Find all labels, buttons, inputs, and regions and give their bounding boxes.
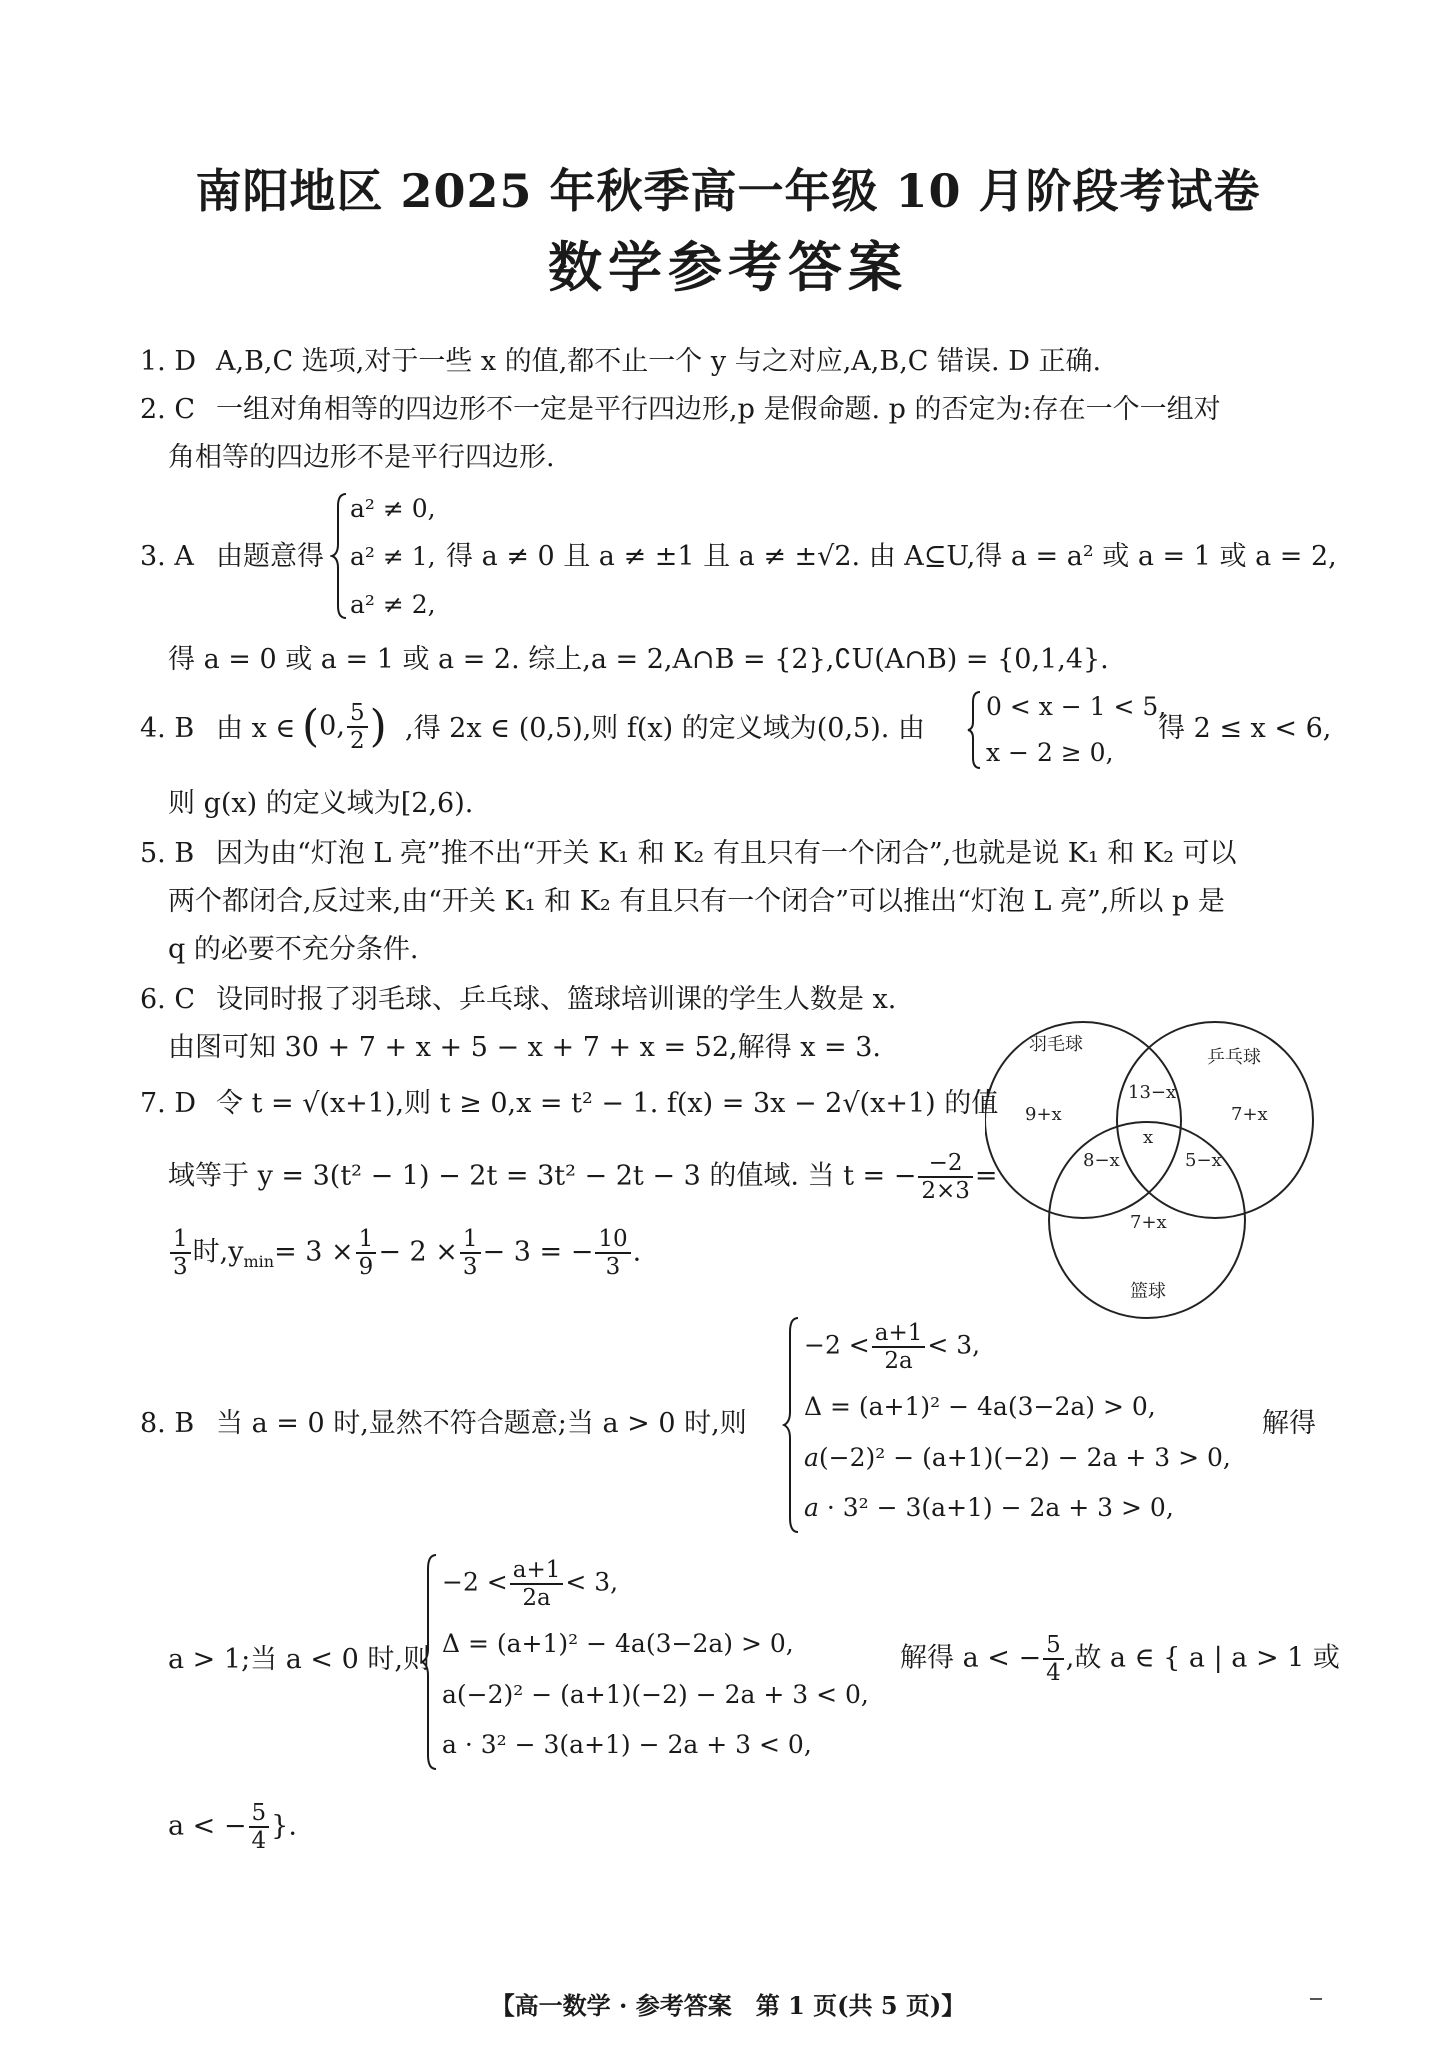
interval: (0, $\frac{5}{2}$ )	[302, 700, 387, 754]
venn-set-c: 篮球	[1130, 1281, 1166, 1302]
system-row: Δ = (a+1)² − 4a(3−2a) > 0,	[442, 1629, 794, 1658]
answer-7-line3: $\frac{1}{3}$ 时$,y_{min}= 3$ × $\frac{1}{9}$ − 2 × $\frac{1}{3}$ − 3 = − $\frac{10}{3}$ .	[168, 1226, 641, 1280]
answer-text: 由题意得	[216, 541, 324, 572]
answer-5-cont: q 的必要不充分条件.	[168, 934, 419, 965]
venn-only-a: 9+x	[1025, 1104, 1062, 1125]
page-subtitle: 数学参考答案	[548, 235, 908, 299]
system-row: a · 3² − 3(a+1) − 2a + 3 > 0,	[804, 1493, 1174, 1522]
condition-3: a² ≠ 2,	[350, 590, 436, 619]
page-title: 南阳地区 2025 年秋季高一年级 10 月阶段考试卷	[195, 164, 1261, 218]
answer-label: 3. A	[140, 541, 194, 572]
answer-7-line2: 域等于 y = 3(t² − 1) − 2t = 3t² − 2t − 3 的值域. 当 t = − $\frac{-2}{2\times 3}$ =	[168, 1150, 998, 1204]
left-brace	[330, 492, 350, 620]
answer-4-result: 得 2 ≤ x < 6,	[1158, 713, 1332, 744]
left-brace	[420, 1553, 440, 1771]
answer-8-end: a < − $\frac{5}{4}$ }.	[168, 1800, 297, 1854]
system-row: −2 < $\frac{a+1}{2a}$ < 3,	[442, 1557, 619, 1611]
answer-label: 8. B	[140, 1408, 195, 1439]
answer-6	[140, 983, 896, 1017]
answer-8-solve: 解得	[1262, 1408, 1316, 1439]
answer-3-result: 得 a ≠ 0 且 a ≠ ±1 且 a ≠ ±√2. 由 A⊆U,得 a = a² 或 a = 1 或 a = 2,	[446, 541, 1337, 572]
answer-8-solve: 解得 a < − $\frac{5}{4}$ ,故 a ∈ { a | a > 1 或	[900, 1632, 1340, 1686]
answer-label: 6. C	[140, 984, 196, 1015]
answer-8-mid: a > 1;当 a < 0 时,则	[168, 1644, 430, 1675]
venn-bc: 5−x	[1185, 1150, 1222, 1171]
left-brace	[966, 690, 984, 770]
condition-2: x − 2 ≥ 0,	[986, 738, 1114, 767]
answer-text: 设同时报了羽毛球、乒乓球、篮球培训课的学生人数是 x.	[216, 984, 897, 1015]
answer-3-cont: 得 a = 0 或 a = 1 或 a = 2. 综上,a = 2,A∩B = {2},∁U(A∩B) = {0,1,4}.	[168, 644, 1109, 675]
answer-2	[140, 393, 1221, 427]
answer-label: 2. C	[140, 394, 196, 425]
system-row: Δ = (a+1)² − 4a(3−2a) > 0,	[804, 1392, 1156, 1421]
system-row: a(−2)² − (a+1)(−2) − 2a + 3 < 0,	[442, 1680, 869, 1709]
venn-only-b: 7+x	[1231, 1104, 1268, 1125]
system-row: a · 3² − 3(a+1) − 2a + 3 < 0,	[442, 1730, 812, 1759]
answer-text: 令 t = √(x+1),则 t ≥ 0,x = t² − 1. f(x) = 3x − 2√(x+1) 的值	[216, 1088, 999, 1119]
answer-label: 7. D	[140, 1088, 196, 1119]
venn-ab: 13−x	[1128, 1082, 1177, 1103]
condition-1: 0 < x − 1 < 5,	[986, 692, 1167, 721]
page-footer: 【高一数学 · 参考答案 第 1 页(共 5 页)】	[490, 1991, 966, 2020]
venn-set-a: 羽毛球	[1029, 1034, 1083, 1055]
answer-4	[140, 712, 295, 746]
left-brace	[782, 1316, 802, 1534]
venn-diagram	[985, 1020, 1325, 1320]
venn-only-c: 7+x	[1130, 1212, 1167, 1233]
system-row: a(−2)² − (a+1)(−2) − 2a + 3 > 0,	[804, 1443, 1231, 1472]
condition-2: a² ≠ 1,	[350, 542, 436, 571]
scan-mark	[1310, 1998, 1322, 2000]
answer-5-cont: 两个都闭合,反过来,由“开关 K₁ 和 K₂ 有且只有一个闭合”可以推出“灯泡 L 亮”,所以 p 是	[168, 886, 1225, 917]
answer-1	[140, 345, 1101, 379]
answer-label: 4. B	[140, 713, 195, 744]
answer-3	[140, 540, 324, 574]
answer-8	[140, 1407, 747, 1441]
answer-text: A,B,C 选项,对于一些 x 的值,都不止一个 y 与之对应,A,B,C 错误. D 正确.	[216, 346, 1102, 377]
answer-4-cont: 则 g(x) 的定义域为[2,6).	[168, 788, 474, 819]
venn-set-b: 乒乓球	[1207, 1047, 1261, 1068]
venn-ac: 8−x	[1083, 1150, 1120, 1171]
answer-text: 当 a = 0 时,显然不符合题意;当 a > 0 时,则	[216, 1408, 747, 1439]
fraction: $\frac{5}{2}$	[347, 700, 368, 754]
answer-2-cont: 角相等的四边形不是平行四边形.	[168, 442, 555, 473]
answer-4-mid: ,得 2x ∈ (0,5),则 f(x) 的定义域为(0,5). 由	[405, 713, 925, 744]
answer-text: 由 x ∈	[216, 713, 296, 744]
answer-label: 1. D	[140, 346, 196, 377]
venn-abc: x	[1143, 1127, 1154, 1148]
interval-left: 0,	[319, 710, 345, 742]
condition-1: a² ≠ 0,	[350, 494, 436, 523]
answer-text: 因为由“灯泡 L 亮”推不出“开关 K₁ 和 K₂ 有且只有一个闭合”,也就是说 K₁ 和 K₂ 可以	[216, 838, 1237, 869]
answer-6-cont: 由图可知 30 + 7 + x + 5 − x + 7 + x = 52,解得 x = 3.	[168, 1032, 881, 1063]
answer-text: 一组对角相等的四边形不一定是平行四边形,p 是假命题. p 的否定为:存在一个一组对	[216, 394, 1221, 425]
system-row: −2 < $\frac{a+1}{2a}$ < 3,	[804, 1320, 981, 1374]
answer-7	[140, 1087, 998, 1121]
venn-circle-badminton	[985, 1022, 1181, 1218]
answer-label: 5. B	[140, 838, 195, 869]
answer-5	[140, 837, 1237, 871]
